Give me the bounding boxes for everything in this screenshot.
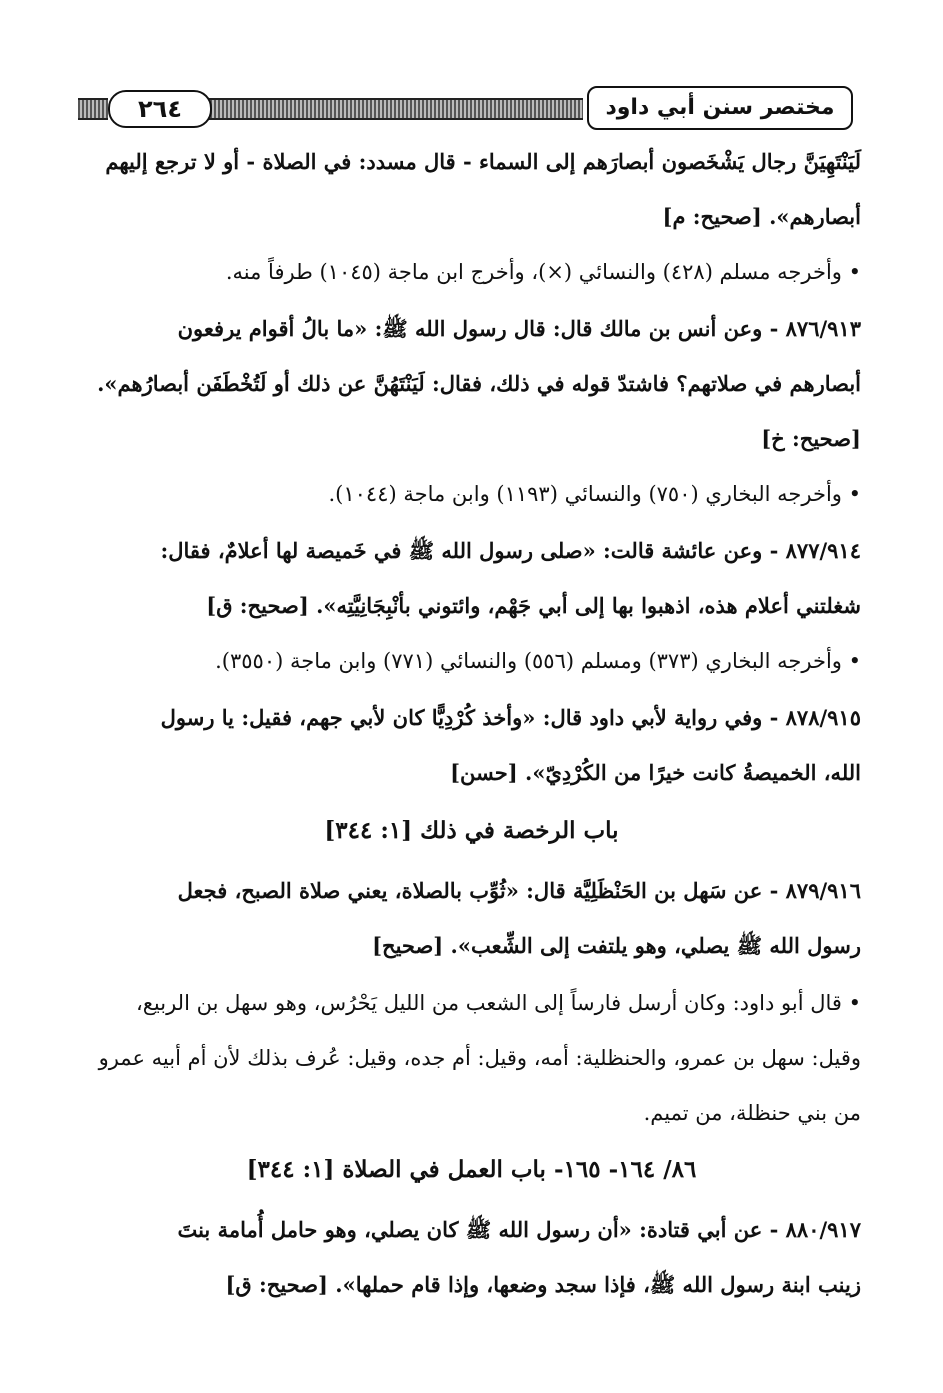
text-line: رسول الله ﷺ يصلي، وهو يلتفت إلى الشِّعب». [صحيح] — [372, 933, 861, 958]
page-number: ٢٦٤ — [108, 90, 212, 128]
header-ornament-left — [78, 98, 108, 120]
hadith-line: ٨٧٩/٩١٦ - عن سَهل بن الحَنْظَلِيَّة قال: «ثُوِّب بالصلاة، يعني صلاة الصبح، فجعل — [177, 878, 861, 903]
commentary-line: وقيل: سهل بن عمرو، والحنظلية: أمه، وقيل: أم جده، وقيل: عُرف بذلك لأن أم أبيه عمرو — [98, 1046, 861, 1070]
grading: [صحيح: خ] — [761, 426, 861, 451]
text-line: لَيَنْتَهِيَنَّ رجال يَشْخَصون أبصارَهم إلى السماء - قال مسدد: في الصلاة - أو لا ترجع إليهم — [105, 149, 861, 174]
commentary-line: من بني حنظلة، من تميم. — [643, 1101, 861, 1125]
hadith-line: ٨٧٦/٩١٣ - وعن أنس بن مالك قال: قال رسول الله ﷺ: «ما بالُ أقوام يرفعون — [177, 316, 861, 341]
takhrij-note: • وأخرجه مسلم (٤٢٨) والنسائي (×)، وأخرج ابن ماجة (١٠٤٥) طرفاً منه. — [225, 260, 861, 284]
chapter-heading: باب الرخصة في ذلك [١: ٣٤٤] — [324, 817, 619, 844]
text-line: أبصارهم في صلاتهم؟ فاشتدّ قوله في ذلك، فقال: لَيَنْتَهُنَّ عن ذلك أو لَتُخْطَفَن أبصارُهم». — [97, 371, 861, 396]
chapter-heading: ٨٦/ ١٦٤- ١٦٥- باب العمل في الصلاة [١: ٣٤٤] — [246, 1156, 697, 1183]
hadith-line: ٨٧٧/٩١٤ - وعن عائشة قالت: «صلى رسول الله ﷺ في خَميصة لها أعلامٌ، فقال: — [160, 538, 861, 563]
hadith-line: ٨٨٠/٩١٧ - عن أبي قتادة: «أن رسول الله ﷺ كان يصلي، وهو حامل أُمامة بنتَ — [177, 1217, 861, 1242]
takhrij-note: • وأخرجه البخاري (٣٧٣) ومسلم (٥٥٦) والنسائي (٧٧١) وابن ماجة (٣٥٥٠). — [215, 649, 861, 673]
text-line: الله، الخميصةُ كانت خيرًا من الكُرْدِيّ». [حسن] — [450, 760, 861, 785]
text-line: أبصارهم». [صحيح: م] — [662, 204, 861, 229]
takhrij-note: • وأخرجه البخاري (٧٥٠) والنسائي (١١٩٣) وابن ماجة (١٠٤٤). — [328, 482, 861, 506]
book-title: مختصر سنن أبي داود — [587, 86, 853, 130]
commentary-line: • قال أبو داود: وكان أرسل فارساً إلى الشعب من الليل يَحْرُس، وهو سهل بن الربيع، — [135, 991, 861, 1015]
text-line: شغلتني أعلام هذه، اذهبوا بها إلى أبي جَهْم، وائتوني بأنْبِجَانِيَّتِه». [صحيح: ق] — [206, 593, 861, 618]
hadith-line: ٨٧٨/٩١٥ - وفي رواية لأبي داود قال: «وأخذ كُرْدِيًّا كان لأبي جهم، فقيل: يا رسول — [160, 705, 861, 730]
page-header — [78, 86, 853, 130]
text-line: زينب ابنة رسول الله ﷺ، فإذا سجد وضعها، وإذا قام حملها». [صحيح: ق] — [225, 1272, 861, 1297]
